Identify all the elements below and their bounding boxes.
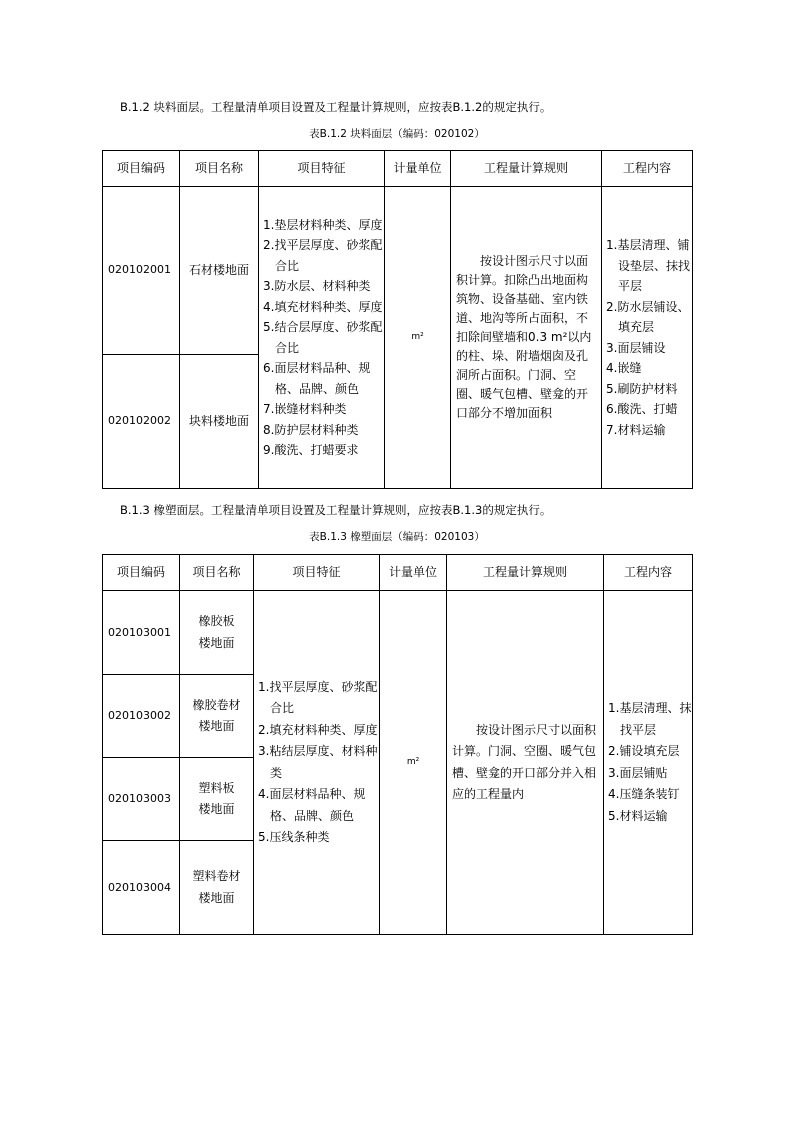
header-name: 项目名称 (180, 151, 259, 187)
features-list (254, 591, 380, 935)
item-name (180, 758, 254, 841)
feature-item: 9.酸洗、打蜡要求 (263, 443, 359, 457)
section2-table-caption: 表B.1.3 橡塑面层（编码：020103） (309, 531, 485, 543)
content-item: 5.刷防护材料 (606, 381, 678, 396)
header-code: 项目编码 (103, 151, 180, 187)
item-code: 020103001 (103, 591, 180, 675)
feature-item: 8.防护层材料种类 (263, 422, 359, 437)
table-b-1-3 (102, 554, 693, 935)
content-item: 7.材料运输 (606, 422, 666, 437)
work-content-list (604, 591, 693, 935)
item-name (180, 591, 254, 675)
feature-item: 3.防水层、材料种类 (263, 279, 371, 293)
content-item: 4.压缝条装钉 (608, 787, 680, 801)
header-rule: 工程量计算规则 (451, 151, 602, 187)
feature-item: 1.垫层材料种类、厚度 (263, 217, 383, 232)
item-name-line: 楼地面 (198, 802, 235, 816)
header-code: 项目编码 (103, 555, 180, 591)
feature-item: 5.压线条种类 (258, 830, 330, 844)
header-features: 项目特征 (254, 555, 380, 591)
unit-cell: m² (385, 187, 451, 489)
header-name: 项目名称 (180, 555, 254, 591)
content-item: 1.基层清理、抹找平层 (608, 701, 692, 737)
content-item: 6.酸洗、打蜡 (606, 402, 678, 416)
item-name-line: 橡胶卷材 (192, 697, 241, 712)
calculation-rule (451, 187, 602, 489)
content-item: 4.嵌缝 (606, 361, 642, 375)
item-code: 020102001 (103, 187, 180, 355)
content-item: 1.基层清理、铺设垫层、抹找平层 (606, 238, 691, 293)
feature-item: 7.嵌缝材料种类 (263, 402, 347, 416)
unit-cell: m² (380, 591, 447, 935)
feature-item: 2.找平层厚度、砂浆配合比 (263, 238, 383, 273)
feature-item: 2.填充材料种类、厚度 (258, 722, 378, 737)
content-item: 3.面层铺贴 (608, 765, 668, 780)
item-name: 块料楼地面 (180, 355, 259, 489)
item-name-line: 楼地面 (198, 719, 235, 733)
feature-item: 6.面层材料品种、规格、品牌、颜色 (263, 361, 371, 396)
header-rule: 工程量计算规则 (447, 555, 604, 591)
item-name-line: 楼地面 (198, 890, 235, 905)
item-name-line: 橡胶板 (198, 614, 235, 628)
item-code: 020102002 (103, 355, 180, 489)
work-content-list (602, 187, 693, 489)
item-name (180, 675, 254, 758)
features-list (259, 187, 385, 489)
feature-item: 4.填充材料种类、厚度 (263, 299, 383, 314)
item-name (180, 841, 254, 935)
section2-intro: B.1.3 橡塑面层。工程量清单项目设置及工程量计算规则，应按表B.1.3的规定执行。 (120, 503, 552, 517)
header-unit: 计量单位 (385, 151, 451, 187)
calculation-rule-text: 按设计图示尺寸以面积计算。扣除凸出地面构筑物、设备基础、室内铁道、地沟等所占面积，不扣除间壁墙和0.3 m²以内的柱、垛、附墙烟囱及孔洞所占面积。门洞、空圈、暖气包槽、壁龛的开口部分不增加面积 (456, 254, 592, 420)
item-name-line: 楼地面 (198, 635, 235, 650)
calculation-rule (447, 591, 604, 935)
item-name-line: 塑料板 (198, 780, 235, 795)
section1-table-caption: 表B.1.2 块料面层（编码：020102） (309, 128, 485, 140)
section1-intro: B.1.2 块料面层。工程量清单项目设置及工程量计算规则，应按表B.1.2的规定执行。 (120, 100, 552, 114)
item-name: 石材楼地面 (180, 187, 259, 355)
content-item: 2.防水层铺设、填充层 (606, 299, 690, 334)
header-content: 工程内容 (604, 555, 693, 591)
table-b-1-2 (102, 150, 693, 489)
item-code: 020103003 (103, 758, 180, 841)
content-item: 2.铺设填充层 (608, 744, 680, 758)
feature-item: 3.粘结层厚度、材料种类 (258, 744, 378, 780)
feature-item: 5.结合层厚度、砂浆配合比 (263, 320, 383, 355)
feature-item: 1.找平层厚度、砂浆配合比 (258, 679, 378, 715)
item-code: 020103004 (103, 841, 180, 935)
item-name-line: 塑料卷材 (192, 869, 241, 883)
content-item: 3.面层铺设 (606, 340, 666, 355)
item-code: 020103002 (103, 675, 180, 758)
header-content: 工程内容 (602, 151, 693, 187)
header-unit: 计量单位 (380, 555, 447, 591)
feature-item: 4.面层材料品种、规格、品牌、颜色 (258, 787, 366, 823)
content-item: 5.材料运输 (608, 808, 668, 823)
calculation-rule-text: 按设计图示尺寸以面积计算。门洞、空圈、暖气包槽、壁龛的开口部分并入相应的工程量内 (452, 722, 597, 801)
header-features: 项目特征 (259, 151, 385, 187)
